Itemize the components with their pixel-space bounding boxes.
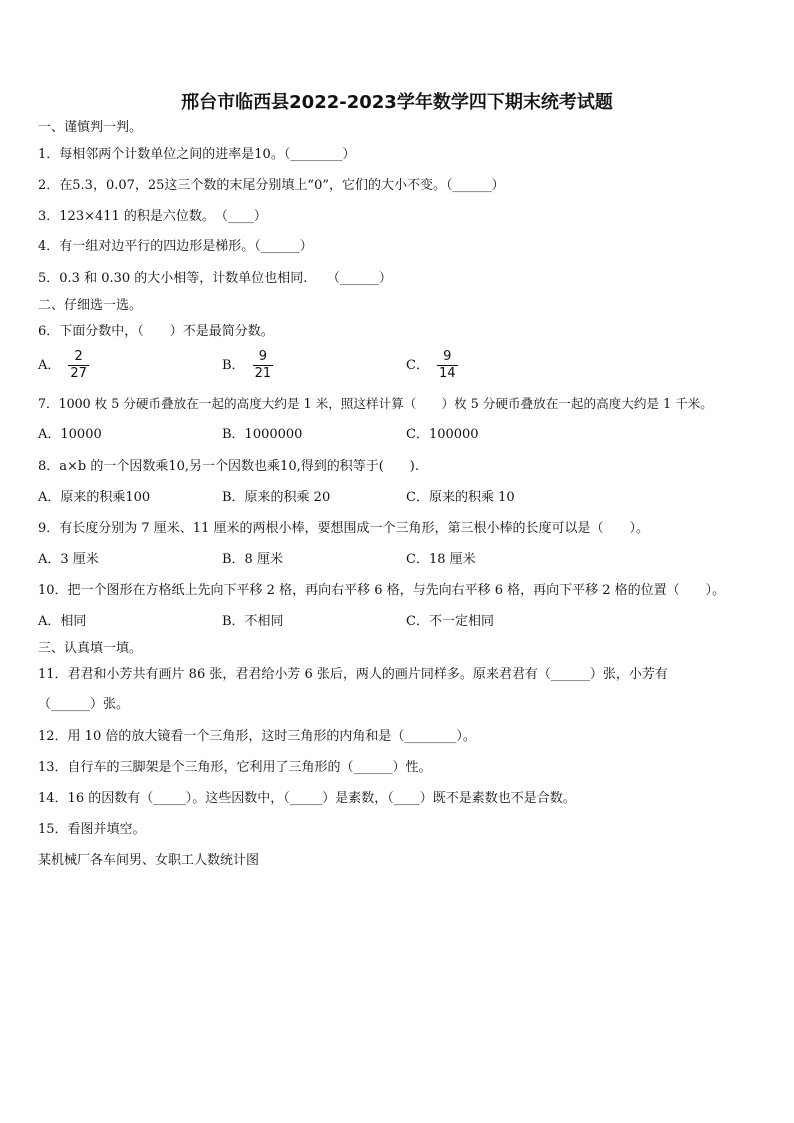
option-8a: A．原来的积乘100 bbox=[38, 490, 151, 505]
option-7b: B．1000000 bbox=[222, 427, 303, 442]
option-label: B． bbox=[222, 357, 245, 373]
question-2: 2．在5.3，0.07，25这三个数的末尾分别填上“0”，它们的大小不变。（______） bbox=[38, 178, 505, 193]
question-7: 7．1000 枚 5 分硬币叠放在一起的高度大约是 1 米，照这样计算（ ）枚 5 分硬币叠放在一起的高度大约是 1 千米。 bbox=[38, 396, 713, 411]
question-6: 6．下面分数中，（ ）不是最简分数。 bbox=[38, 324, 274, 339]
question-1: 1．每相邻两个计数单位之间的进率是10。（________） bbox=[38, 147, 356, 162]
question-3: 3．123×411 的积是六位数。 （____） bbox=[38, 209, 267, 224]
denominator: 27 bbox=[70, 366, 87, 381]
question-12: 12．用 10 倍的放大镜看一个三角形，这时三角形的内角和是（________）。 bbox=[38, 729, 476, 744]
question-15: 15．看图并填空。 bbox=[38, 822, 146, 837]
section-heading-choose: 二、仔细选一选。 bbox=[38, 298, 143, 313]
fraction bbox=[68, 349, 89, 382]
denominator: 21 bbox=[254, 366, 272, 381]
question-8: 8．a×b 的一个因数乘10,另一个因数也乘10,得到的积等于( ). bbox=[38, 459, 419, 474]
numerator: 9 bbox=[253, 349, 274, 366]
option-9a: A．3 厘米 bbox=[38, 552, 99, 567]
question-9: 9．有长度分别为 7 厘米、11 厘米的两根小棒，要想围成一个三角形，第三根小棒的长度可以是（ ）。 bbox=[38, 521, 649, 536]
option-6c bbox=[406, 349, 458, 382]
numerator: 9 bbox=[437, 349, 458, 366]
option-6a bbox=[38, 349, 89, 382]
fraction bbox=[437, 349, 458, 382]
question-13: 13．自行车的三脚架是个三角形，它利用了三角形的（______）性。 bbox=[38, 760, 432, 775]
numerator: 2 bbox=[68, 349, 89, 366]
question-11: 11．君君和小芳共有画片 86 张，君君给小芳 6 张后，两人的画片同样多。原来君君有（______）张，小芳有 bbox=[38, 667, 668, 682]
question-5: 5．0.3 和 0.30 的大小相等，计数单位也相同. （______） bbox=[38, 271, 392, 286]
page-title: 邢台市临西县2022-2023学年数学四下期末统考试题 bbox=[181, 92, 613, 113]
option-6b bbox=[222, 349, 273, 382]
option-10a: A．相同 bbox=[38, 614, 87, 629]
option-7c: C．100000 bbox=[406, 427, 479, 442]
option-label: C． bbox=[406, 357, 429, 373]
option-8c: C．原来的积乘 10 bbox=[406, 490, 515, 505]
option-9c: C．18 厘米 bbox=[406, 552, 476, 567]
section-heading-fill: 三、认真填一填。 bbox=[38, 641, 143, 656]
question-4: 4．有一组对边平行的四边形是梯形。（______） bbox=[38, 239, 313, 254]
question-14: 14．16 的因数有（_____）。这些因数中，（_____）是素数，（____）既不是素数也不是合数。 bbox=[38, 791, 576, 806]
chart-caption: 某机械厂各车间男、女职工人数统计图 bbox=[38, 853, 260, 868]
option-7a: A．10000 bbox=[38, 427, 102, 442]
option-label: A． bbox=[38, 357, 61, 373]
fraction bbox=[253, 349, 274, 382]
section-heading-judge: 一、谨慎判一判。 bbox=[38, 120, 143, 135]
question-10: 10．把一个图形在方格纸上先向下平移 2 格，再向右平移 6 格，与先向右平移 6 格，再向下平移 2 格的位置（ ）。 bbox=[38, 583, 726, 598]
option-9b: B．8 厘米 bbox=[222, 552, 283, 567]
question-11-continued: （______）张。 bbox=[38, 697, 130, 712]
option-8b: B．原来的积乘 20 bbox=[222, 490, 331, 505]
option-10c: C．不一定相同 bbox=[406, 614, 494, 629]
denominator: 14 bbox=[438, 366, 456, 381]
option-10b: B．不相同 bbox=[222, 614, 284, 629]
